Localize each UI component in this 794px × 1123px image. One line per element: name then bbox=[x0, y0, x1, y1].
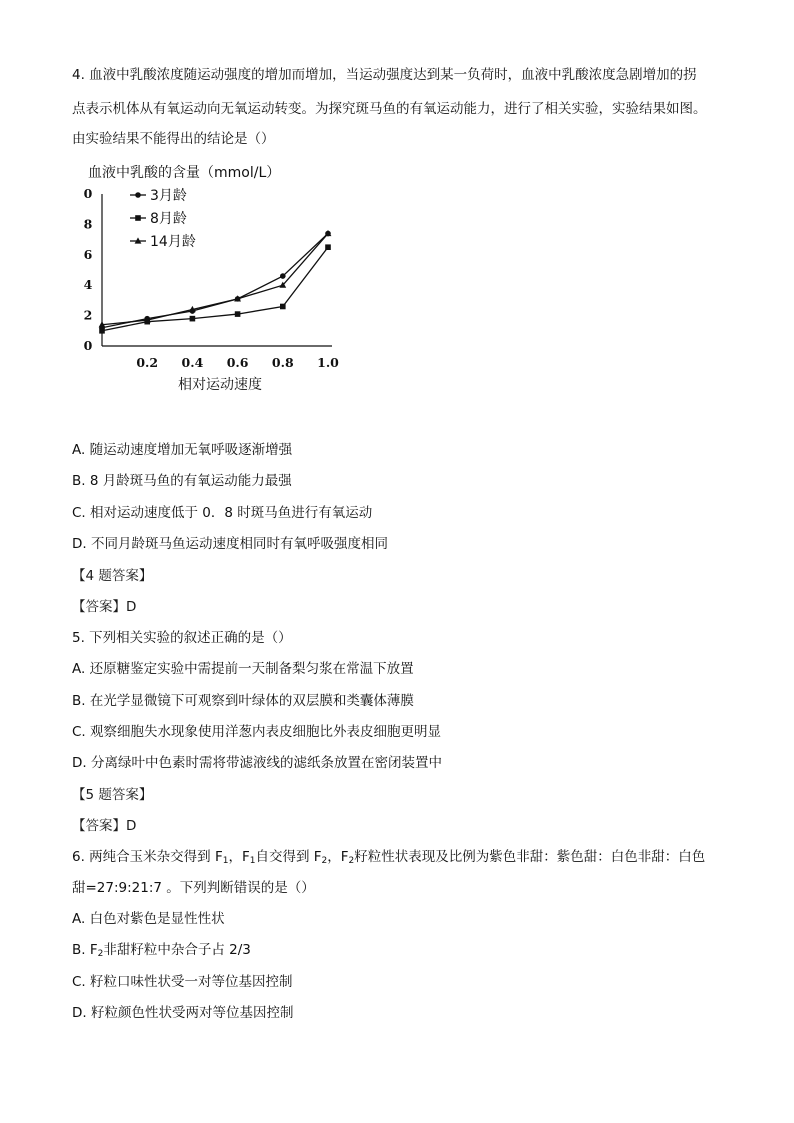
legend-label: 8月龄 bbox=[150, 211, 187, 227]
q5-stem: 5. 下列相关实验的叙述正确的是（） bbox=[72, 630, 292, 646]
q6-option-d: D. 籽粒颜色性状受两对等位基因控制 bbox=[72, 1005, 294, 1021]
q4-option-a: A. 随运动速度增加无氧呼吸逐渐增强 bbox=[72, 442, 293, 458]
y-tick-label: 8 bbox=[83, 216, 93, 232]
q5-option-a: A. 还原糖鉴定实验中需提前一天制备梨匀浆在常温下放置 bbox=[72, 661, 414, 677]
data-point-circle bbox=[280, 273, 286, 279]
q5-option-d: D. 分离绿叶中色素时需将带滤液线的滤纸条放置在密闭装置中 bbox=[72, 755, 442, 771]
q4-stem-line-3: 由实验结果不能得出的结论是（） bbox=[72, 131, 275, 147]
series-square bbox=[99, 244, 331, 333]
series-line bbox=[102, 234, 328, 325]
data-point-square bbox=[99, 328, 105, 334]
y-tick-label: 0 bbox=[83, 338, 93, 353]
q4-stem-line-2: 点表示机体从有氧运动向无氧运动转变。为探究斑马鱼的有氧运动能力，进行了相关实验，实验结果如图。 bbox=[72, 101, 707, 117]
x-tick-label: 1.0 bbox=[317, 355, 339, 370]
y-tick-label: 2 bbox=[83, 307, 93, 323]
series-line bbox=[102, 234, 328, 328]
series-triangle bbox=[99, 230, 332, 327]
chart-x-axis-label: 相对运动速度 bbox=[178, 377, 262, 393]
q4-answer-header: 【4 题答案】 bbox=[72, 568, 153, 584]
y-tick-label: 0 bbox=[83, 186, 93, 201]
x-tick-label: 0.4 bbox=[181, 355, 204, 370]
data-point-square bbox=[325, 244, 331, 250]
q5-option-c: C. 观察细胞失水现象使用洋葱内表皮细胞比外表皮细胞更明显 bbox=[72, 724, 442, 740]
data-point-square bbox=[135, 215, 141, 221]
q6-option-a: A. 白色对紫色是显性性状 bbox=[72, 911, 225, 927]
legend-label: 14月龄 bbox=[150, 234, 196, 250]
q5-option-b: B. 在光学显微镜下可观察到叶绿体的双层膜和类囊体薄膜 bbox=[72, 693, 414, 709]
y-tick-label: 4 bbox=[83, 277, 93, 293]
data-point-square bbox=[235, 311, 241, 317]
q4-stem-line-1: 4. 血液中乳酸浓度随运动强度的增加而增加，当运动强度达到某一负荷时，血液中乳酸浓度急剧增加的拐 bbox=[72, 67, 697, 83]
q6-stem-line-1: 6. 两纯合玉米杂交得到 $F_1$，$F_1$自交得到 $F_2$，$F_2$籽粒性状表现及比例为紫色非甜：紫色甜：白色非甜：白色 bbox=[72, 849, 706, 866]
x-tick-label: 0.6 bbox=[226, 355, 249, 370]
data-point-circle bbox=[135, 192, 141, 198]
chart-y-axis-label: 血液中乳酸的含量（mmol/L） bbox=[88, 165, 281, 181]
q6-option-b: B. $F_2$非甜籽粒中杂合子占 2/3 bbox=[72, 942, 251, 959]
q6-stem-line-2: 甜=27:9:21:7 。下列判断错误的是（） bbox=[72, 880, 315, 896]
series-circle bbox=[99, 231, 331, 331]
data-point-square bbox=[190, 316, 196, 322]
q5-answer-header: 【5 题答案】 bbox=[72, 787, 153, 803]
lactate-chart bbox=[60, 158, 360, 398]
legend-label: 3月龄 bbox=[150, 188, 187, 204]
q4-option-c: C. 相对运动速度低于 0．8 时斑马鱼进行有氧运动 bbox=[72, 505, 373, 521]
data-point-square bbox=[280, 304, 286, 310]
q4-option-d: D. 不同月龄斑马鱼运动速度相同时有氧呼吸强度相同 bbox=[72, 536, 388, 552]
q4-answer: 【答案】D bbox=[72, 599, 137, 615]
x-tick-label: 0.8 bbox=[271, 355, 294, 370]
y-tick-label: 6 bbox=[83, 246, 93, 262]
x-tick-label: 0.2 bbox=[136, 355, 159, 370]
q5-answer: 【答案】D bbox=[72, 818, 137, 834]
series-line bbox=[102, 247, 328, 331]
q6-option-c: C. 籽粒口味性状受一对等位基因控制 bbox=[72, 974, 293, 990]
q4-option-b: B. 8 月龄斑马鱼的有氧运动能力最强 bbox=[72, 473, 292, 489]
